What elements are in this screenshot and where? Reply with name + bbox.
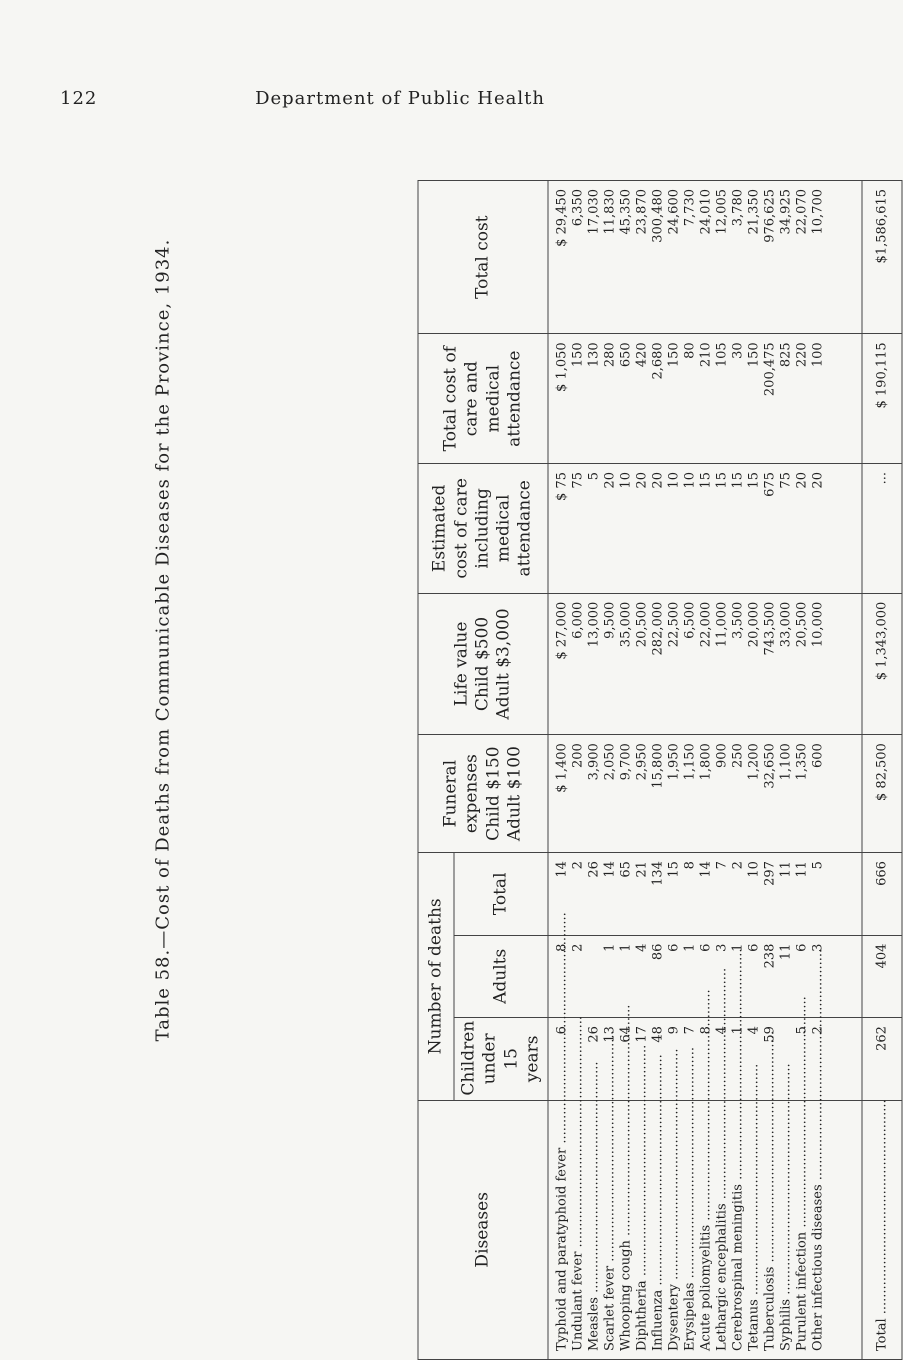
total-funeral: $ 82,500 xyxy=(862,735,902,853)
children-deaths xyxy=(548,1018,862,1101)
row-life-value-cell: 282,000 xyxy=(650,601,666,656)
row-funeral-cell: 1,100 xyxy=(778,743,794,781)
row-total-cell: 21 xyxy=(634,861,650,878)
row-est-care-cell: 675 xyxy=(762,472,778,497)
row-life-value-cell: 9,500 xyxy=(602,601,618,639)
row-life-value-cell: 22,500 xyxy=(666,601,682,648)
row-life-value-cell: 10,000 xyxy=(810,601,826,648)
row-est-care-cell: 10 xyxy=(682,472,698,489)
row-adults-cell: 1 xyxy=(618,943,634,952)
row-total-care-cell: $ 1,050 xyxy=(554,342,570,392)
row-disease-cell: Tuberculosis ..... xyxy=(763,1109,779,1351)
header-funeral-expenses: Funeral expenses Child $150 Adult $100 xyxy=(418,735,548,853)
row-funeral-cell: 200 xyxy=(570,743,586,768)
row-children-cell: 13 xyxy=(602,1026,618,1043)
row-est-care-cell: 20 xyxy=(794,472,810,489)
row-disease-cell: Purulent infection ..... xyxy=(795,1109,811,1351)
row-funeral-cell: 2,950 xyxy=(634,743,650,781)
row-adults-cell: 86 xyxy=(650,943,666,961)
row-total-cell: 2 xyxy=(730,861,746,870)
total-care: $ 190,115 xyxy=(862,334,902,464)
row-funeral-cell: 3,900 xyxy=(586,743,602,781)
row-total-cell: 11 xyxy=(778,861,794,878)
row-total-cost-cell: 21,350 xyxy=(746,189,762,235)
row-children-cell: 48 xyxy=(650,1026,666,1043)
row-total-cell: 2 xyxy=(570,861,586,870)
row-children-cell xyxy=(571,1026,587,1092)
row-total-care-cell: 220 xyxy=(794,342,810,368)
row-adults-cell xyxy=(587,944,603,1010)
row-total-cost-cell: 300,480 xyxy=(650,189,666,243)
total-est-care: ... xyxy=(862,464,902,594)
row-children-cell: 59 xyxy=(762,1026,778,1043)
row-total-cost-cell: 7,730 xyxy=(682,189,698,227)
row-life-value-cell: 3,500 xyxy=(730,601,746,639)
row-life-value-cell: 6,500 xyxy=(682,601,698,639)
row-funeral-cell: 2,050 xyxy=(602,743,618,781)
row-disease-cell: Diphtheria ..... xyxy=(635,1109,651,1351)
row-total-cost-cell: 23,870 xyxy=(634,189,650,235)
row-adults-cell: 6 xyxy=(698,943,714,952)
row-est-care-cell: 15 xyxy=(698,472,714,489)
row-total-cost-cell: $ 29,450 xyxy=(554,189,570,247)
row-total-cell: 14 xyxy=(698,861,714,878)
row-est-care-cell: 75 xyxy=(570,472,586,489)
row-total-care-cell: 100 xyxy=(810,342,826,368)
row-children-cell: 17 xyxy=(634,1026,650,1043)
row-children-cell: 4 xyxy=(714,1026,730,1035)
row-disease-cell: Lethargic encephalitis ..... xyxy=(715,1109,731,1351)
total-all-deaths: 666 xyxy=(862,853,902,936)
row-disease-cell: Acute poliomyelitis ..... xyxy=(699,1109,715,1351)
row-total-care-cell: 80 xyxy=(682,342,698,359)
row-funeral-cell: 15,800 xyxy=(650,743,666,789)
row-disease-cell: Dysentery ..... xyxy=(667,1109,683,1351)
row-children-cell: 9 xyxy=(666,1026,682,1035)
row-total-cost-cell: 24,010 xyxy=(698,189,714,235)
row-children-cell: 1 xyxy=(730,1026,746,1035)
row-adults-cell: 11 xyxy=(778,943,794,961)
row-children-cell: 26 xyxy=(586,1026,602,1043)
row-children-cell: 6 xyxy=(554,1026,570,1035)
row-disease-cell: Tetanus ..... xyxy=(747,1109,763,1351)
row-total-care-cell: 150 xyxy=(666,342,682,368)
disease-names xyxy=(548,1100,862,1359)
total-label: Total ..... xyxy=(875,1109,890,1351)
row-est-care-cell: 15 xyxy=(714,472,730,489)
row-total-cell: 7 xyxy=(714,861,730,870)
row-life-value-cell: 20,500 xyxy=(794,601,810,648)
header-total-deaths: Total xyxy=(454,853,548,936)
row-est-care-cell: 20 xyxy=(634,472,650,489)
row-adults-cell: 238 xyxy=(762,943,778,969)
row-funeral-cell: 32,650 xyxy=(762,743,778,789)
total-grand-cost: $1,586,615 xyxy=(862,181,902,334)
table-title: Table 58.—Cost of Deaths from Communicable Diseases for the Province, 1934. xyxy=(152,238,174,1042)
row-life-value-cell: 35,000 xyxy=(618,601,634,648)
row-total-care-cell: 130 xyxy=(586,342,602,368)
row-adults-cell: 1 xyxy=(602,943,618,952)
row-adults-cell: 1 xyxy=(730,943,746,952)
header-adults: Adults xyxy=(454,935,548,1018)
row-total-cost-cell: 6,350 xyxy=(570,189,586,227)
total-life-value: $ 1,343,000 xyxy=(862,593,902,734)
row-total-care-cell: 105 xyxy=(714,342,730,368)
row-funeral-cell: 1,150 xyxy=(682,743,698,781)
row-total-cost-cell: 3,780 xyxy=(730,189,746,227)
row-life-value-cell: 22,000 xyxy=(698,601,714,648)
row-est-care-cell: 10 xyxy=(618,472,634,489)
row-disease-cell: Cerebrospinal meningitis ..... xyxy=(731,1109,747,1351)
row-total-care-cell: 210 xyxy=(698,342,714,368)
row-total-cell: 8 xyxy=(682,861,698,870)
row-total-cell: 26 xyxy=(586,861,602,878)
row-total-cost-cell: 22,070 xyxy=(794,189,810,235)
row-funeral-cell: 1,800 xyxy=(698,743,714,781)
row-children-cell: 7 xyxy=(682,1026,698,1035)
row-children-cell: 2 xyxy=(810,1026,826,1035)
row-adults-cell: 4 xyxy=(634,943,650,952)
header-total-cost-of-care: Total cost of care and medical attendance xyxy=(418,334,548,464)
row-total-cost-cell: 10,700 xyxy=(810,189,826,235)
total-care-costs xyxy=(548,334,862,464)
cost-table-rotated xyxy=(418,180,903,1360)
row-total-cell: 15 xyxy=(666,861,682,878)
row-adults-cell: 3 xyxy=(810,943,826,952)
row-total-cell: 14 xyxy=(554,861,570,878)
row-children-cell xyxy=(779,1026,795,1092)
row-adults-cell: 6 xyxy=(746,943,762,952)
data-block xyxy=(548,181,862,1360)
row-adults-cell: 6 xyxy=(794,943,810,952)
row-life-value-cell: 11,000 xyxy=(714,601,730,648)
row-life-value-cell: 743,500 xyxy=(762,601,778,656)
row-total-care-cell: 30 xyxy=(730,342,746,359)
cost-table xyxy=(418,180,903,1360)
row-total-cost-cell: 45,350 xyxy=(618,189,634,235)
row-est-care-cell: 10 xyxy=(666,472,682,489)
row-disease-cell: Whooping cough ..... xyxy=(619,1109,635,1351)
total-children: 262 xyxy=(862,1018,902,1101)
header-number-of-deaths: Number of deaths xyxy=(418,853,454,1101)
row-total-cell: 65 xyxy=(618,861,634,878)
row-est-care-cell: 15 xyxy=(730,472,746,489)
row-children-cell: 64 xyxy=(618,1026,634,1043)
header-total-cost: Total cost xyxy=(418,181,548,334)
row-est-care-cell: $ 75 xyxy=(554,472,570,501)
row-funeral-cell: 1,200 xyxy=(746,743,762,781)
row-total-cost-cell: 34,925 xyxy=(778,189,794,235)
row-disease-cell: Undulant fever ..... xyxy=(571,1109,587,1351)
row-est-care-cell: 20 xyxy=(650,472,666,489)
row-adults-cell: 2 xyxy=(570,943,586,952)
row-est-care-cell: 20 xyxy=(810,472,826,489)
header-children: Children under 15 years xyxy=(454,1018,548,1101)
row-total-cost-cell: 976,625 xyxy=(762,189,778,243)
row-total-care-cell: 150 xyxy=(570,342,586,368)
row-disease-cell: Scarlet fever ..... xyxy=(603,1109,619,1351)
total-row xyxy=(862,181,902,1360)
funeral-expenses xyxy=(548,735,862,853)
row-est-care-cell: 5 xyxy=(586,472,602,481)
row-life-value-cell: 6,000 xyxy=(570,601,586,639)
row-total-care-cell: 420 xyxy=(634,342,650,368)
row-funeral-cell: 1,350 xyxy=(794,743,810,781)
row-funeral-cell: 1,950 xyxy=(666,743,682,781)
row-life-value-cell: 13,000 xyxy=(586,601,602,648)
row-children-cell: 8 xyxy=(698,1026,714,1035)
row-disease-cell: Influenza ..... xyxy=(651,1109,667,1351)
row-disease-cell: Typhoid and paratyphoid fever ..... xyxy=(555,1109,571,1351)
header-life-value: Life value Child $500 Adult $3,000 xyxy=(418,593,548,734)
row-total-cell: 11 xyxy=(794,861,810,878)
row-adults-cell: 1 xyxy=(682,943,698,952)
row-total-cell: 14 xyxy=(602,861,618,878)
row-life-value-cell: $ 27,000 xyxy=(554,601,570,660)
page-number: 122 xyxy=(60,88,98,109)
row-funeral-cell: 9,700 xyxy=(618,743,634,781)
estimated-care-costs xyxy=(548,464,862,594)
row-disease-cell: Measles ..... xyxy=(587,1109,603,1351)
row-est-care-cell: 15 xyxy=(746,472,762,489)
row-total-care-cell: 825 xyxy=(778,342,794,368)
row-children-cell: 5 xyxy=(794,1026,810,1035)
row-total-cost-cell: 17,030 xyxy=(586,189,602,235)
row-adults-cell: 8 xyxy=(554,943,570,952)
row-total-cost-cell: 12,005 xyxy=(714,189,730,235)
row-est-care-cell: 75 xyxy=(778,472,794,489)
row-adults-cell: 6 xyxy=(666,943,682,952)
row-total-care-cell: 280 xyxy=(602,342,618,368)
header-diseases: Diseases xyxy=(418,1100,548,1359)
row-total-cell: 10 xyxy=(746,861,762,878)
row-funeral-cell: $ 1,400 xyxy=(554,743,570,793)
total-adults: 404 xyxy=(862,935,902,1018)
row-disease-cell: Erysipelas ..... xyxy=(683,1109,699,1351)
row-total-cost-cell: 24,600 xyxy=(666,189,682,235)
adult-deaths xyxy=(548,935,862,1018)
row-children-cell: 4 xyxy=(746,1026,762,1035)
row-est-care-cell: 20 xyxy=(602,472,618,489)
total-costs xyxy=(548,181,862,334)
row-funeral-cell: 900 xyxy=(714,743,730,768)
life-values xyxy=(548,593,862,734)
row-total-cost-cell: 11,830 xyxy=(602,189,618,235)
row-life-value-cell: 33,000 xyxy=(778,601,794,648)
row-life-value-cell: 20,500 xyxy=(634,601,650,648)
row-total-care-cell: 2,680 xyxy=(650,342,666,380)
row-total-care-cell: 650 xyxy=(618,342,634,368)
total-deaths xyxy=(548,853,862,936)
row-funeral-cell: 250 xyxy=(730,743,746,768)
row-total-cell: 5 xyxy=(810,861,826,870)
header-estimated-cost: Estimated cost of care including medical attendance xyxy=(418,464,548,594)
row-total-cell: 134 xyxy=(650,861,666,886)
row-total-cell: 297 xyxy=(762,861,778,886)
row-funeral-cell: 600 xyxy=(810,743,826,768)
row-disease-cell: Syphilis ..... xyxy=(779,1109,795,1351)
row-disease-cell: Other infectious diseases ..... xyxy=(811,1109,827,1351)
row-total-care-cell: 150 xyxy=(746,342,762,368)
row-total-care-cell: 200,475 xyxy=(762,342,778,397)
running-head: Department of Public Health xyxy=(255,88,545,109)
row-life-value-cell: 20,000 xyxy=(746,601,762,648)
row-adults-cell: 3 xyxy=(714,943,730,952)
